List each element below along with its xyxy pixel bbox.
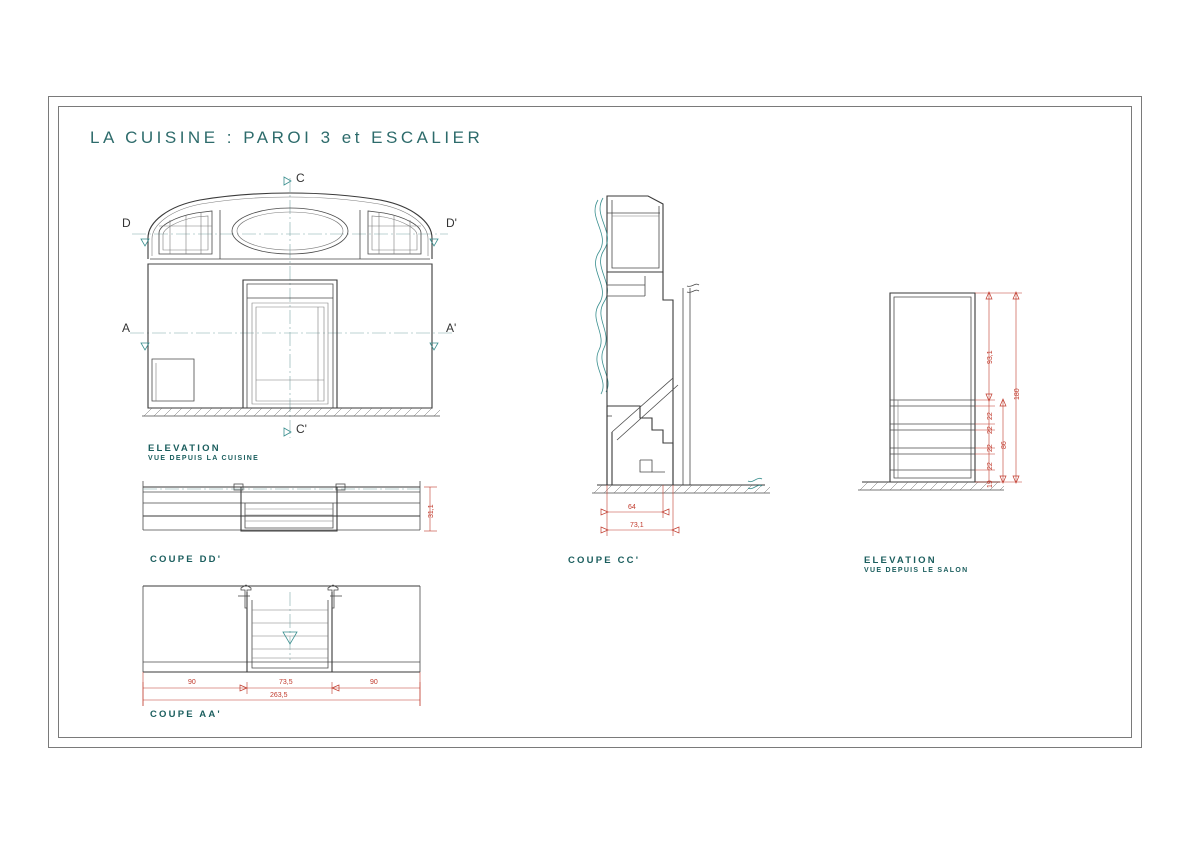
dimension-salon-22b: 22 bbox=[987, 426, 994, 434]
dimension-aa-left: 90 bbox=[188, 679, 196, 686]
view-coupe-aa bbox=[143, 585, 420, 706]
section-label-d-prime: D' bbox=[446, 216, 457, 230]
dimension-salon-22d: 22 bbox=[987, 462, 994, 470]
caption-title: COUPE AA' bbox=[150, 709, 222, 720]
dimension-salon-931: 93,1 bbox=[987, 350, 994, 364]
caption-title: ELEVATION bbox=[864, 555, 937, 566]
caption-elevation-salon bbox=[864, 555, 968, 574]
section-label-d: D bbox=[122, 216, 131, 230]
caption-title: ELEVATION bbox=[148, 443, 221, 454]
dimension-cc-64: 64 bbox=[628, 504, 636, 511]
view-elevation-salon bbox=[858, 292, 1022, 490]
caption-coupe-cc bbox=[568, 555, 640, 566]
dimension-aa-right: 90 bbox=[370, 679, 378, 686]
dimension-aa-total: 263,5 bbox=[270, 692, 288, 699]
section-label-c: C bbox=[296, 171, 305, 185]
dimension-salon-22a: 22 bbox=[987, 412, 994, 420]
caption-coupe-dd bbox=[150, 554, 222, 565]
view-coupe-dd bbox=[143, 481, 437, 531]
section-label-a-prime: A' bbox=[446, 321, 457, 335]
page-title: LA CUISINE : PAROI 3 et ESCALIER bbox=[90, 128, 484, 147]
dimension-cc-731: 73,1 bbox=[630, 522, 644, 529]
section-label-c-prime: C' bbox=[296, 422, 307, 436]
view-elevation-cuisine bbox=[130, 177, 452, 438]
caption-subtitle: VUE DEPUIS LA CUISINE bbox=[148, 455, 260, 462]
dimension-aa-mid: 73,5 bbox=[279, 679, 293, 686]
dimension-salon-86: 86 bbox=[1001, 441, 1008, 449]
caption-title: COUPE DD' bbox=[150, 554, 223, 565]
dimension-salon-22c: 22 bbox=[987, 444, 994, 452]
caption-elevation-cuisine bbox=[148, 443, 259, 462]
caption-subtitle: VUE DEPUIS LE SALON bbox=[864, 567, 969, 574]
section-label-a: A bbox=[122, 321, 131, 335]
view-coupe-cc bbox=[592, 196, 770, 536]
caption-title: COUPE CC' bbox=[568, 555, 641, 566]
caption-coupe-aa bbox=[150, 709, 222, 720]
dimension-salon-19: 19 bbox=[987, 480, 994, 488]
dimension-dd-height: 31,1 bbox=[428, 504, 435, 518]
dimension-salon-180: 180 bbox=[1014, 388, 1021, 400]
